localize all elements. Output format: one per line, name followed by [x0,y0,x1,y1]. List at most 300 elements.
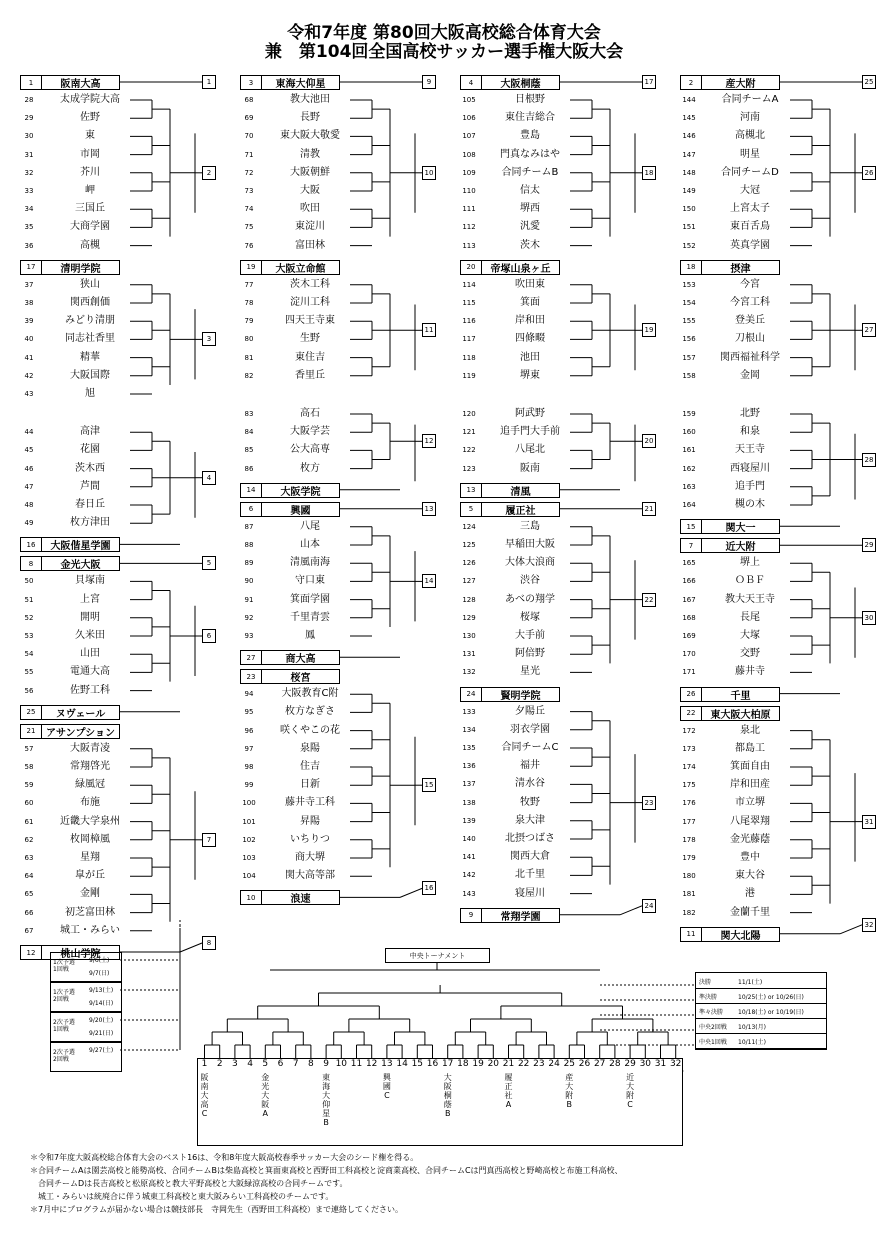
team-number: 142 [462,871,476,880]
central-seed-char: 大 [443,1073,452,1082]
winner-slot: 26 [862,166,876,180]
team-number: 98 [244,763,254,771]
team-number: 160 [682,428,696,437]
central-slot-number: 5 [262,1059,269,1069]
team-name: 藤井寺工科 [285,797,335,809]
team-name: 東百舌鳥 [730,221,770,233]
central-seed-char: C [384,1091,390,1100]
seed-team-name: 商大高 [285,654,316,666]
finals-row [696,1033,826,1049]
schedule-date: 9/13(土) [89,987,114,994]
central-slot-number: 21 [502,1059,515,1069]
team-name: 茨木 [520,239,540,251]
team-name: 公大高専 [290,444,330,456]
winner-slot: 25 [862,75,876,89]
team-name: 寝屋川 [515,887,545,899]
central-seed-char: 興 [382,1073,391,1082]
central-slot-number: 19 [472,1059,484,1069]
team-name: 近畿大学泉州 [60,815,120,827]
team-name: 今宮 [740,278,760,290]
team-number: 77 [244,280,254,289]
seed-team-name: 大阪偕星学園 [50,541,111,553]
team-name: 咲くやこの花 [280,724,340,736]
central-seed-char: B [444,1109,451,1118]
team-number: 149 [682,187,696,195]
seed-number: 15 [681,520,702,533]
team-name: 和泉 [740,426,760,438]
team-number: 101 [242,817,256,826]
team-number: 33 [24,187,34,195]
winner-slot: 2 [202,166,216,180]
team-number: 128 [462,595,476,604]
team-number: 83 [244,410,254,418]
team-number: 71 [244,150,254,159]
central-seed-team [562,1073,577,1109]
team-number: 157 [682,353,696,362]
team-number: 52 [24,613,34,622]
seed-team-box [680,260,780,275]
team-number: 99 [244,781,254,790]
team-number: 175 [682,781,696,790]
note-line: 城工・みらいは統廃合に伴う城東工科高校と東大阪みらい工科高校のチームです。 [30,1192,334,1201]
seed-team-name: 千里 [730,690,751,702]
team-name: 市岡 [80,148,100,160]
team-number: 87 [244,522,254,531]
team-name: 清教 [300,148,320,160]
team-name: 大阪学芸 [290,426,330,438]
central-seed-char: 附 [626,1091,635,1100]
finals-row [696,973,826,989]
team-number: 127 [462,577,476,586]
finals-round: 決勝 [699,979,712,986]
team-name: 登美丘 [735,315,765,327]
team-number: 173 [682,744,696,753]
seed-number: 13 [461,484,482,497]
team-name: 常翔啓光 [70,761,110,772]
central-slot-number: 3 [232,1059,238,1069]
team-name: 泉大津 [515,814,545,826]
team-name: 豊中 [740,852,760,863]
central-slot-number: 7 [292,1059,299,1069]
central-seed-char: 履 [504,1073,513,1082]
team-name: 刀根山 [735,333,765,345]
seed-team-box [20,724,120,739]
team-number: 135 [462,744,476,752]
team-number: 92 [244,613,254,622]
team-number: 51 [24,595,34,604]
seed-team-name: 近大附 [725,542,756,554]
team-number: 113 [462,241,476,250]
team-number: 41 [24,353,34,362]
team-name: あべの翔学 [505,593,555,605]
team-name: 追手門大手前 [500,426,560,438]
team-number: 100 [242,799,256,808]
seed-number: 27 [241,651,262,664]
seed-team-name: 常翔学園 [500,911,541,923]
winner-slot: 20 [642,434,656,448]
seed-team-name: アサンプション [46,727,115,739]
central-seed-char: B [566,1100,573,1109]
team-name: 三島 [520,520,540,532]
team-name: 東住吉 [295,351,325,363]
seed-team-name: 賢明学院 [500,690,541,702]
seed-number: 4 [461,76,482,89]
team-number: 96 [244,726,254,735]
team-number: 79 [244,317,254,326]
seed-team-box [20,260,120,275]
winner-slot: 24 [642,899,656,913]
team-name: 合同チームC [501,742,559,753]
note-line: ＊合同チームAは園芸高校と能勢高校、合同チームBは柴島高校と箕面東高校と西野田工科高校と淀商業高校、合同チームCは門真西高校と野崎高校と布施工科高校、 [30,1166,623,1175]
team-name: 大手前 [515,630,545,641]
team-number: 50 [24,577,34,586]
seed-team-name: 関大一 [725,523,756,535]
schedule-box [50,982,122,1012]
winner-slot: 5 [202,556,216,570]
seed-number: 20 [461,261,482,274]
schedule-date: 9/6(土) [89,957,110,964]
seed-team-box [680,687,780,702]
team-number: 37 [24,280,34,289]
team-name: 枚岡樟風 [70,833,110,845]
seed-number: 12 [21,946,42,959]
central-seed-char: 阪 [200,1073,209,1082]
central-seed-char: 阪 [443,1082,452,1091]
team-number: 29 [24,114,34,123]
central-seed-char: 桐 [443,1091,452,1100]
team-number: 152 [682,241,696,250]
central-seed-team [623,1073,638,1109]
team-name: 四天王寺東 [285,315,335,327]
team-name: 日新 [300,779,320,791]
central-slot-number: 27 [593,1059,606,1069]
central-slot-number: 26 [578,1059,591,1069]
team-number: 90 [244,577,254,586]
central-slot-number: 15 [411,1059,424,1069]
team-name: 教大池田 [290,94,330,105]
bracket-line [620,906,642,915]
team-number: 164 [682,501,696,509]
note-line: ＊令和7年度大阪高校総合体育大会のベスト16は、令和8年度大阪高校春季サッカー大会のシード権を得る。 [30,1153,419,1162]
team-number: 111 [462,205,476,214]
team-name: 春日丘 [75,499,105,510]
team-number: 108 [462,150,476,159]
team-number: 30 [24,132,34,141]
seed-team-box [240,260,340,275]
team-name: 阪南 [520,462,540,474]
team-number: 163 [682,482,696,491]
seed-team-box [20,705,120,720]
seed-team-name: ヌヴェール [55,708,106,720]
team-name: 太成学院大高 [60,94,120,105]
seed-team-name: 関大北陽 [720,930,761,942]
team-number: 129 [462,613,476,622]
team-number: 153 [682,280,696,289]
central-seed-char: 南 [200,1082,209,1091]
team-number: 151 [682,223,696,232]
finals-date: 10/13(月) [738,1024,766,1031]
team-number: 89 [244,559,254,568]
team-number: 44 [24,428,34,437]
central-seed-char: 阪 [261,1100,270,1109]
team-name: 芥川 [80,166,100,178]
team-number: 56 [24,686,34,695]
team-name: 信太 [520,185,540,196]
central-slot-number: 17 [441,1059,454,1069]
team-name: 上宮 [80,593,100,605]
seed-team-box [240,502,340,517]
winner-slot: 19 [642,323,656,337]
team-name: 大阪 [300,185,320,196]
seed-team-name: 桃山学院 [60,949,101,960]
seed-number: 18 [681,261,702,274]
team-name: いちりつ [290,833,330,845]
team-number: 132 [462,668,476,677]
team-number: 46 [24,464,34,473]
team-name: 門真なみはや [500,148,560,160]
winner-slot: 11 [422,323,436,337]
seed-number: 7 [681,539,702,552]
team-number: 139 [462,816,476,825]
team-number: 140 [462,835,476,843]
team-number: 137 [462,780,476,789]
team-number: 40 [24,335,34,344]
winner-slot: 6 [202,629,216,643]
team-name: 堺上 [740,557,760,569]
seed-number: 16 [21,538,42,551]
seed-number: 8 [21,557,42,570]
schedule-date: 9/21(日) [89,1030,114,1037]
seed-team-box [20,537,120,552]
team-name: 香里丘 [295,369,325,381]
central-seed-char: 社 [504,1091,513,1100]
team-name: 関西創価 [70,297,110,308]
seed-team-name: 興國 [290,505,311,517]
winner-slot: 30 [862,611,876,625]
winner-slot: 28 [862,453,876,467]
team-name: 四條畷 [515,333,545,345]
team-number: 109 [462,168,476,177]
seed-team-name: 桜宮 [290,673,311,685]
team-number: 114 [462,280,476,289]
winner-slot: 12 [422,434,436,448]
team-name: 茨木工科 [290,278,330,290]
team-number: 169 [682,632,696,640]
central-slot-number: 23 [533,1059,545,1069]
central-seed-char: 海 [322,1082,331,1091]
schedule-box [50,952,122,982]
team-number: 141 [462,853,476,862]
team-number: 45 [24,446,34,455]
seed-team-box [460,75,560,90]
team-name: 箕面 [520,297,540,308]
winner-slot: 23 [642,796,656,810]
team-number: 106 [462,114,476,123]
central-seed-team [319,1073,334,1127]
team-name: 金岡 [740,369,760,381]
team-number: 85 [244,446,254,455]
winner-slot: 27 [862,323,876,337]
team-name: 関西大倉 [510,851,550,863]
team-number: 81 [244,353,254,362]
winner-slot: 32 [862,918,876,932]
team-name: 高津 [80,426,100,438]
team-number: 55 [24,668,34,677]
team-name: 長尾 [740,611,760,623]
central-seed-team [440,1073,455,1118]
seed-number: 19 [241,261,262,274]
team-name: 合同チームB [501,166,559,178]
team-name: 渋谷 [520,575,540,587]
central-slot-number: 20 [487,1059,500,1069]
team-name: 枚方津田 [70,517,110,529]
team-number: 115 [462,299,476,307]
winner-slot: 3 [202,332,216,346]
team-name: 関大高等部 [285,870,335,882]
central-seed-team [501,1073,516,1109]
team-number: 34 [24,205,34,214]
team-number: 97 [244,744,254,753]
team-name: 吹田 [300,203,320,215]
team-number: 138 [462,798,476,807]
team-name: 枚方なぎさ [285,706,335,718]
team-number: 178 [682,835,696,844]
winner-slot: 7 [202,833,216,847]
schedule-round: 2次予選 1回戦 [53,1019,75,1033]
seed-number: 1 [21,76,42,89]
central-seed-char: 大 [261,1091,270,1100]
central-slot-number: 32 [669,1059,682,1069]
team-name: 吹田東 [515,278,545,290]
team-name: 岸和田 [515,315,545,327]
team-name: 堺西 [520,203,540,215]
team-name: 北千里 [515,869,545,881]
bracket-line [400,888,422,897]
seed-team-name: 摂津 [730,263,751,275]
central-slot-number: 25 [563,1059,576,1069]
team-name: 清風南海 [290,557,330,569]
team-number: 80 [244,335,254,344]
team-name: 市立堺 [735,797,765,809]
team-number: 158 [682,371,696,380]
team-number: 35 [24,223,34,232]
central-seed-char: A [262,1109,269,1118]
winner-slot: 4 [202,471,216,485]
team-number: 166 [682,577,696,586]
winner-slot: 21 [642,502,656,516]
team-number: 119 [462,371,476,380]
team-number: 182 [682,908,696,917]
team-name: 泉陽 [300,742,320,754]
team-name: 池田 [520,351,540,363]
team-name: 夕陽丘 [515,705,545,717]
central-slot-number: 1 [201,1059,208,1069]
central-slot-number: 29 [624,1059,636,1069]
team-number: 112 [462,223,476,232]
team-name: 茨木西 [75,462,105,474]
seed-team-name: 大阪学院 [280,486,321,498]
seed-team-box [20,556,120,571]
central-slot-number: 10 [335,1059,348,1069]
team-number: 110 [462,187,476,195]
seed-team-box [460,908,560,923]
team-number: 82 [244,371,254,380]
finals-round: 中央1回戦 [699,1039,727,1046]
central-seed-char: A [505,1100,512,1109]
finals-date: 10/11(土) [738,1039,766,1046]
team-number: 66 [24,908,34,917]
team-name: 交野 [740,648,760,660]
finals-round: 準決勝 [699,994,718,1001]
team-name: 高槻北 [735,130,765,142]
title-line-2: 兼 第104回全国高校サッカー選手権大阪大会 [264,42,624,62]
team-number: 121 [462,428,476,437]
team-name: 福井 [520,760,540,772]
team-name: 阿倍野 [515,648,545,660]
team-number: 48 [24,501,34,509]
central-slot-number: 22 [517,1059,530,1069]
team-number: 168 [682,613,696,622]
central-slot-number: 24 [548,1059,560,1069]
seed-team-box [680,519,780,534]
team-number: 116 [462,317,476,326]
team-number: 67 [24,926,34,935]
schedule-round: 1次予選 1回戦 [53,959,75,973]
seed-number: 11 [681,928,702,941]
central-slot-number: 4 [247,1059,253,1069]
team-number: 148 [682,168,696,177]
team-number: 47 [24,482,34,491]
winner-slot: 29 [862,538,876,552]
team-number: 53 [24,632,34,640]
team-name: 泉北 [740,724,760,736]
team-name: 大塚 [740,630,760,641]
finals-round: 中央2回戦 [699,1024,727,1031]
team-name: 芦間 [80,480,100,492]
seed-team-name: 金光大阪 [60,560,101,572]
finals-date: 11/1(土) [738,979,763,986]
central-seed-char: 大 [322,1091,331,1100]
seed-number: 22 [681,707,702,720]
team-name: 貝塚南 [75,575,105,587]
central-slot-number: 8 [308,1059,314,1069]
winner-slot: 16 [422,881,436,895]
winner-slot: 18 [642,166,656,180]
team-name: 岸和田産 [730,779,770,791]
team-number: 70 [244,132,254,141]
team-name: 星光 [520,666,540,678]
central-slot-number: 30 [639,1059,652,1069]
team-number: 170 [682,650,696,659]
team-name: 生野 [300,333,320,345]
team-number: 42 [24,371,34,380]
title-line-1: 令和7年度 第80回大阪高校総合体育大会 [287,23,601,43]
team-number: 78 [244,299,254,307]
note-line: ＊7月中にプログラムが届かない場合は競技部長 寺岡先生（西野田工科高校）まで連絡してください。 [30,1205,404,1214]
team-name: 大冠 [740,185,760,196]
team-name: 布施 [80,797,100,809]
team-number: 150 [682,205,696,214]
team-number: 118 [462,353,476,362]
central-seed-char: C [201,1109,208,1118]
team-name: 八尾 [300,520,320,532]
team-number: 76 [244,241,254,250]
team-name: 東大谷 [735,870,765,882]
team-name: 三国丘 [75,203,105,215]
team-number: 133 [462,707,476,716]
central-seed-char: 大 [565,1082,574,1091]
seed-number: 2 [681,76,702,89]
